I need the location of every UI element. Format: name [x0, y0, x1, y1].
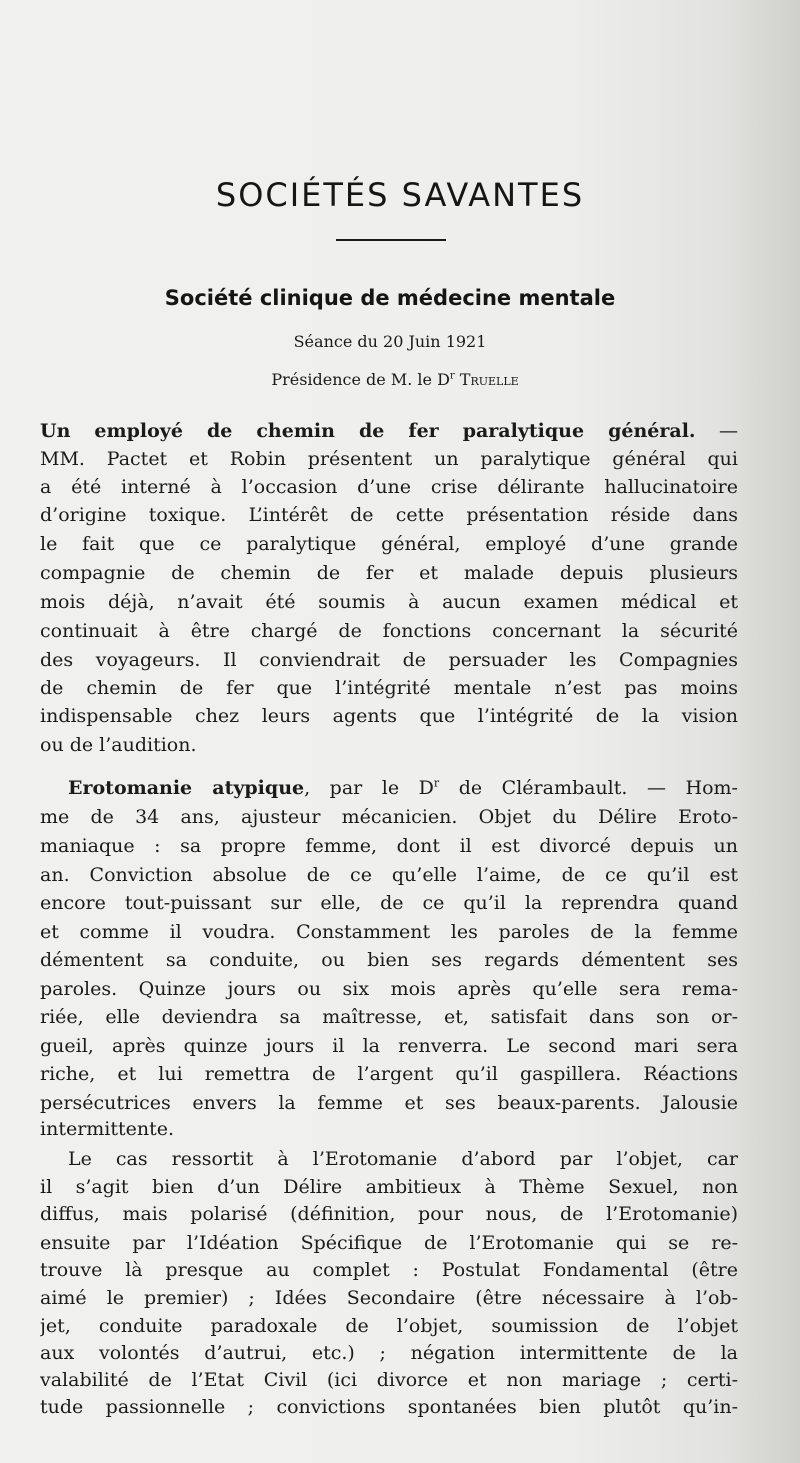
text-line: et comme il voudra. Constamment les paroles de la femme — [40, 921, 738, 943]
text-line: ensuite par l’Idéation Spécifique de l’Erotomanie qui se re- — [40, 1232, 738, 1254]
text-line: de chemin de fer que l’intégrité mentale n’est pas moins — [40, 677, 738, 699]
text-line: mois déjà, n’avait été soumis à aucun examen médical et — [40, 591, 738, 613]
text-line: continuait à être chargé de fonctions concernant la sécurité — [40, 620, 738, 642]
text-line: an. Conviction absolue de ce qu’elle l’aime, de ce qu’il est — [40, 864, 738, 886]
article2-first-line-rest: de Clérambault. — Hom- — [439, 777, 738, 799]
text-line: MM. Pactet et Robin présentent un paralytique général qui — [40, 448, 738, 470]
presidency-name: Truelle — [459, 370, 519, 389]
text-line: riée, elle deviendra sa maîtresse, et, satisfait dans son or- — [40, 1006, 738, 1028]
text-line: diffus, mais polarisé (définition, pour nous, de l’Erotomanie) — [40, 1203, 738, 1225]
text-line: ou de l’audition. — [40, 734, 197, 756]
text-line: tude passionnelle ; convictions spontanées bien plutôt qu’in- — [40, 1396, 738, 1418]
text-line: me de 34 ans, ajusteur mécanicien. Objet du Délire Eroto- — [40, 806, 738, 828]
section-heading: SOCIÉTÉS SAVANTES — [215, 176, 585, 214]
text-line: des voyageurs. Il conviendrait de persuader les Compagnies — [40, 649, 738, 671]
heading-rule — [336, 239, 446, 241]
article2-title: Erotomanie atypique — [68, 777, 305, 799]
article2-author-prefix: , par le D — [304, 777, 434, 799]
article1-title: Un employé de chemin de fer paralytique général. — [40, 420, 696, 442]
text-line: persécutrices envers la femme et ses beaux-parents. Jalousie — [40, 1092, 738, 1114]
presidency-prefix: Présidence de M. le D — [271, 370, 450, 389]
text-line: compagnie de chemin de fer et malade depuis plusieurs — [40, 562, 738, 584]
text-line: il s’agit bien d’un Délire ambitieux à Thème Sexuel, non — [40, 1176, 738, 1198]
presidency-line — [0, 370, 790, 389]
text-line: maniaque : sa propre femme, dont il est divorcé depuis un — [40, 835, 738, 857]
text-line: riche, et lui remettra de l’argent qu’il gaspillera. Réactions — [40, 1063, 738, 1085]
text-line: — — [695, 420, 738, 442]
text-line: paroles. Quinze jours ou six mois après qu’elle sera rema- — [40, 978, 738, 1000]
text-line: Le cas ressortit à l’Erotomanie d’abord par l’objet, car — [68, 1148, 738, 1170]
text-line: a été interné à l’occasion d’une crise délirante hallucinatoire — [40, 476, 738, 498]
text-line: jet, conduite paradoxale de l’objet, soumission de l’objet — [40, 1315, 738, 1337]
text-line: trouve là presque au complet : Postulat Fondamental (être — [40, 1259, 738, 1281]
article2-author-sup: r — [433, 776, 440, 790]
text-line: le fait que ce paralytique général, employé d’une grande — [40, 533, 738, 555]
text-line: intermittente. — [40, 1118, 175, 1140]
society-title: Société clinique de médecine mentale — [164, 286, 616, 310]
text-line: aux volontés d’autrui, etc.) ; négation intermittente de la — [40, 1342, 738, 1364]
presidency-sup: r — [449, 370, 455, 382]
text-line: démentent sa conduite, ou bien ses regards démentent ses — [40, 949, 738, 971]
article1-title-line — [40, 417, 738, 445]
text-line: encore tout-puissant sur elle, de ce qu’il la reprendra quand — [40, 892, 738, 914]
text-line: aimé le premier) ; Idées Secondaire (être nécessaire à l’ob- — [40, 1287, 738, 1309]
text-line: indispensable chez leurs agents que l’intégrité de la vision — [40, 705, 738, 727]
text-line: d’origine toxique. L’intérêt de cette présentation réside dans — [40, 504, 738, 526]
session-date: Séance du 20 Juin 1921 — [293, 332, 487, 351]
article2-title-line — [68, 774, 738, 802]
text-line: gueil, après quinze jours il la renverra. Le second mari sera — [40, 1035, 738, 1057]
text-line: valabilité de l’Etat Civil (ici divorce et non mariage ; certi- — [40, 1369, 738, 1391]
